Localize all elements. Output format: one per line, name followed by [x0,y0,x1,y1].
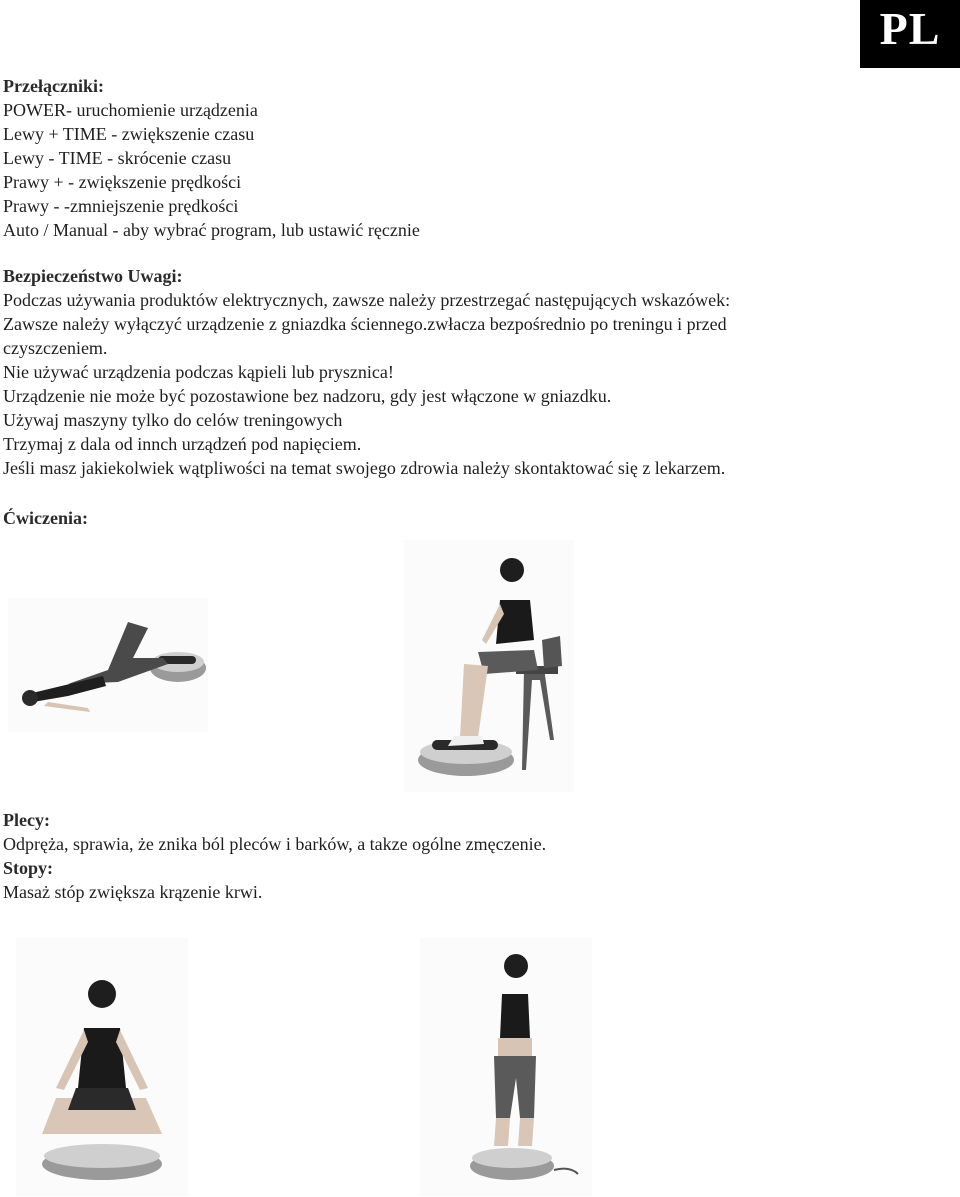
safety-heading: Bezpieczeństwo Uwagi: [3,266,183,286]
photo-seated-feet-exercise [404,540,574,792]
back-text: Odpręża, sprawia, że znika ból pleców i barków, a takze ogólne zmęczenie. [3,834,547,854]
safety-line: Zawsze należy wyłączyć urządzenie z gniazdka ściennego.zwłacza bezpośrednio po treningu i przed [3,314,727,334]
benefits-section [3,808,546,904]
photo-standing-exercise [420,938,592,1196]
safety-line: Urządzenie nie może być pozostawione bez nadzoru, gdy jest włączone w gniazdku. [3,386,612,406]
safety-line: Trzymaj z dala od innch urządzeń pod napięciem. [3,434,362,454]
switch-line-speed-minus: Prawy - -zmniejszenie prędkości [3,196,239,216]
safety-line: Podczas używania produktów elektrycznych, zawsze należy przestrzegać następujących wskazówek: [3,290,731,310]
safety-line: Jeśli masz jakiekolwiek wątpliwości na temat swojego zdrowia należy skontaktować się z lekarzem. [3,458,726,478]
safety-line: Używaj maszyny tylko do celów treningowych [3,410,343,430]
switch-line-time-plus: Lewy + TIME - zwiększenie czasu [3,124,255,144]
switch-line-speed-plus: Prawy + - zwiększenie prędkości [3,172,242,192]
exercises-heading: Ćwiczenia: [3,508,88,528]
photo-cross-legged-exercise [16,938,188,1196]
safety-section [3,264,730,480]
feet-heading: Stopy: [3,858,54,878]
safety-line: Nie używać urządzenia podczas kąpieli lub prysznica! [3,362,394,382]
feet-text: Masaż stóp zwiększa krązenie krwi. [3,882,263,902]
switch-line-auto-manual: Auto / Manual - aby wybrać program, lub ustawić ręcznie [3,220,420,240]
photo-back-exercise [8,598,208,732]
language-badge: PL [860,0,960,68]
back-heading: Plecy: [3,810,50,830]
switches-heading: Przełączniki: [3,76,104,96]
switch-line-power: POWER- uruchomienie urządzenia [3,100,258,120]
safety-line: czyszczeniem. [3,338,108,358]
switch-line-time-minus: Lewy - TIME - skrócenie czasu [3,148,232,168]
switches-section [3,74,420,242]
